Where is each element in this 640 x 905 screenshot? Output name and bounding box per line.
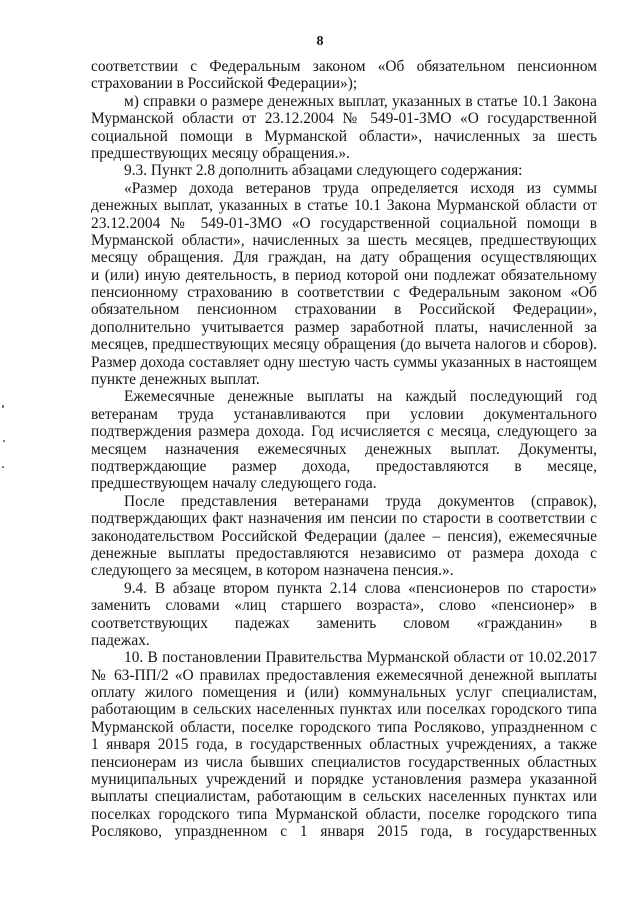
text-line: подтверждающие размер дохода, предоставляются в месяце,	[91, 457, 597, 475]
scan-speck	[2, 466, 4, 468]
text-line: После представления ветеранами труда документов (справок),	[124, 492, 597, 510]
text-line: Мурманской области, поселке городского типа Росляково, упраздненном с	[91, 718, 597, 736]
text-line: и (или) иную деятельность, в период которой они подлежат обязательному	[91, 266, 597, 284]
text-line: Росляково, упраздненном с 1 января 2015 года, в государственных	[91, 823, 597, 841]
text-line: предшествующих месяцу обращения.».	[91, 144, 350, 162]
text-line: пенсионерам из числа бывших специалистов государственных областных	[91, 753, 597, 771]
text-line: ветеранам труда устанавливаются при условии документального	[91, 405, 597, 423]
text-line: обязательном пенсионном страховании в Российской Федерации»,	[91, 301, 597, 319]
text-line: законодательством Российской Федерации (далее – пенсия), ежемесячные	[91, 527, 597, 545]
text-line: муниципальных учреждений и порядке установления размера указанной	[91, 771, 597, 789]
text-line: № 63-ПП/2 «О правилах предоставления ежемесячной денежной выплаты	[91, 666, 597, 684]
text-line: месяцем назначения ежемесячных денежных выплат. Документы,	[91, 440, 597, 458]
text-line: заменить словами «лиц старшего возраста», слово «пенсионер» в	[91, 597, 597, 615]
text-line: страховании в Российской Федерации»);	[91, 75, 358, 93]
text-line: социальной помощи в Мурманской области», начисленных за шесть	[91, 127, 597, 145]
text-line: 9.4. В абзаце втором пункта 2.14 слова «пенсионеров по старости»	[124, 579, 597, 597]
text-line: предшествующем началу следующего года.	[91, 475, 377, 493]
text-line: денежных выплат, указанных в статье 10.1 Закона Мурманской области от	[91, 197, 597, 215]
text-line: пункте денежных выплат.	[91, 371, 260, 389]
text-line: 10. В постановлении Правительства Мурманской области от 10.02.2017	[124, 649, 597, 667]
text-line: соответствии с Федеральным законом «Об обязательном пенсионном	[91, 58, 597, 75]
text-line: падежах.	[91, 631, 150, 649]
text-line: Размер дохода составляет одну шестую часть суммы указанных в настоящем	[91, 353, 597, 371]
text-line: соответствующих падежах заменить словом «гражданин» в	[91, 614, 597, 632]
text-line: 9.3. Пункт 2.8 дополнить абзацами следующего содержания:	[124, 162, 523, 180]
page-number: 8	[316, 34, 324, 49]
text-line: месяцев, предшествующих месяцу обращения (до вычета налогов и сборов).	[91, 336, 597, 354]
document-body	[91, 58, 597, 841]
text-line: Мурманской области», начисленных за шесть месяцев, предшествующих	[91, 231, 597, 249]
text-line: оплату жилого помещения и (или) коммунальных услуг специалистам,	[91, 684, 597, 702]
text-line: следующего за месяцем, в котором назначена пенсия.».	[91, 562, 454, 580]
text-line: подтверждающих факт назначения им пенсии по старости в соответствии с	[91, 510, 597, 528]
text-line: 1 января 2015 года, в государственных областных учреждениях, а также	[91, 736, 597, 754]
text-line: выплаты специалистам, работающим в сельских населенных пунктах или	[91, 788, 597, 806]
text-line: Ежемесячные денежные выплаты на каждый последующий год	[124, 388, 597, 406]
text-line: м) справки о размере денежных выплат, указанных в статье 10.1 Закона	[124, 92, 597, 110]
text-line: 23.12.2004 № 549-01-ЗМО «О государственной социальной помощи в	[91, 214, 597, 232]
scan-speck	[3, 440, 5, 442]
text-line: пенсионному страхованию в соответствии с Федеральным законом «Об	[91, 284, 597, 302]
text-line: Мурманской области от 23.12.2004 № 549-01-ЗМО «О государственной	[91, 110, 597, 128]
text-line: работающим в сельских населенных пунктах или поселках городского типа	[91, 701, 597, 719]
text-line: денежные выплаты предоставляются независимо от размера дохода с	[91, 544, 597, 562]
text-line: подтверждения размера дохода. Год исчисляется с месяца, следующего за	[91, 423, 597, 441]
text-line: «Размер дохода ветеранов труда определяется исходя из суммы	[124, 179, 597, 197]
scan-speck	[2, 405, 4, 408]
text-line: месяцу обращения. Для граждан, на дату обращения осуществляющих	[91, 249, 597, 267]
text-line: поселках городского типа Мурманской области, поселке городского типа	[91, 805, 597, 823]
text-line: дополнительно учитывается размер заработной платы, начисленной за	[91, 318, 597, 336]
